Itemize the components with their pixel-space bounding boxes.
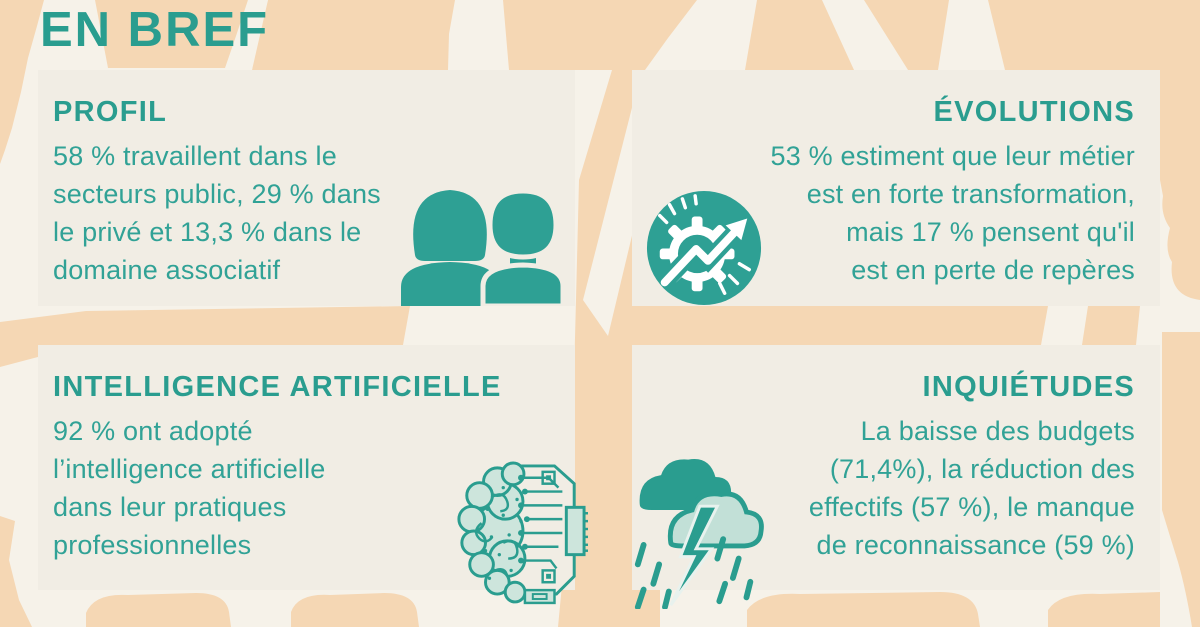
card-profil-line: domaine associatif (53, 255, 281, 285)
card-evolutions-line: 53 % estiment que leur métier (770, 141, 1135, 171)
card-profil-line: 58 % travaillent dans le (53, 141, 337, 171)
card-inquietudes-line: de reconnaissance (59 %) (816, 530, 1135, 560)
brain-circuit-icon (452, 452, 588, 608)
growth-gear-icon (645, 189, 763, 307)
card-profil-heading: PROFIL (53, 96, 168, 128)
card-ia-line: dans leur pratiques (53, 492, 287, 522)
card-ia-line: l’intelligence artificielle (53, 454, 326, 484)
card-inquietudes-line: La baisse des budgets (860, 416, 1135, 446)
storm-cloud-icon (626, 446, 767, 609)
card-inquietudes-heading: INQUIÉTUDES (922, 371, 1135, 403)
card-ia-line: professionnelles (53, 530, 252, 560)
card-inquietudes-line: effectifs (57 %), le manque (808, 492, 1135, 522)
card-ia-line: 92 % ont adopté (53, 416, 253, 446)
card-profil-line: le privé et 13,3 % dans le (53, 217, 362, 247)
card-profil-line: secteurs public, 29 % dans (53, 179, 381, 209)
card-inquietudes-line: (71,4%), la réduction des (829, 454, 1135, 484)
card-evolutions-line: est en perte de repères (851, 255, 1135, 285)
card-evolutions-line: mais 17 % pensent qu'il (846, 217, 1135, 247)
page-title: EN BREF (40, 3, 270, 57)
people-icon (393, 183, 575, 306)
card-evolutions-heading: ÉVOLUTIONS (933, 96, 1135, 128)
card-ia-heading: INTELLIGENCE ARTIFICIELLE (53, 371, 502, 403)
card-evolutions-line: est en forte transformation, (806, 179, 1135, 209)
